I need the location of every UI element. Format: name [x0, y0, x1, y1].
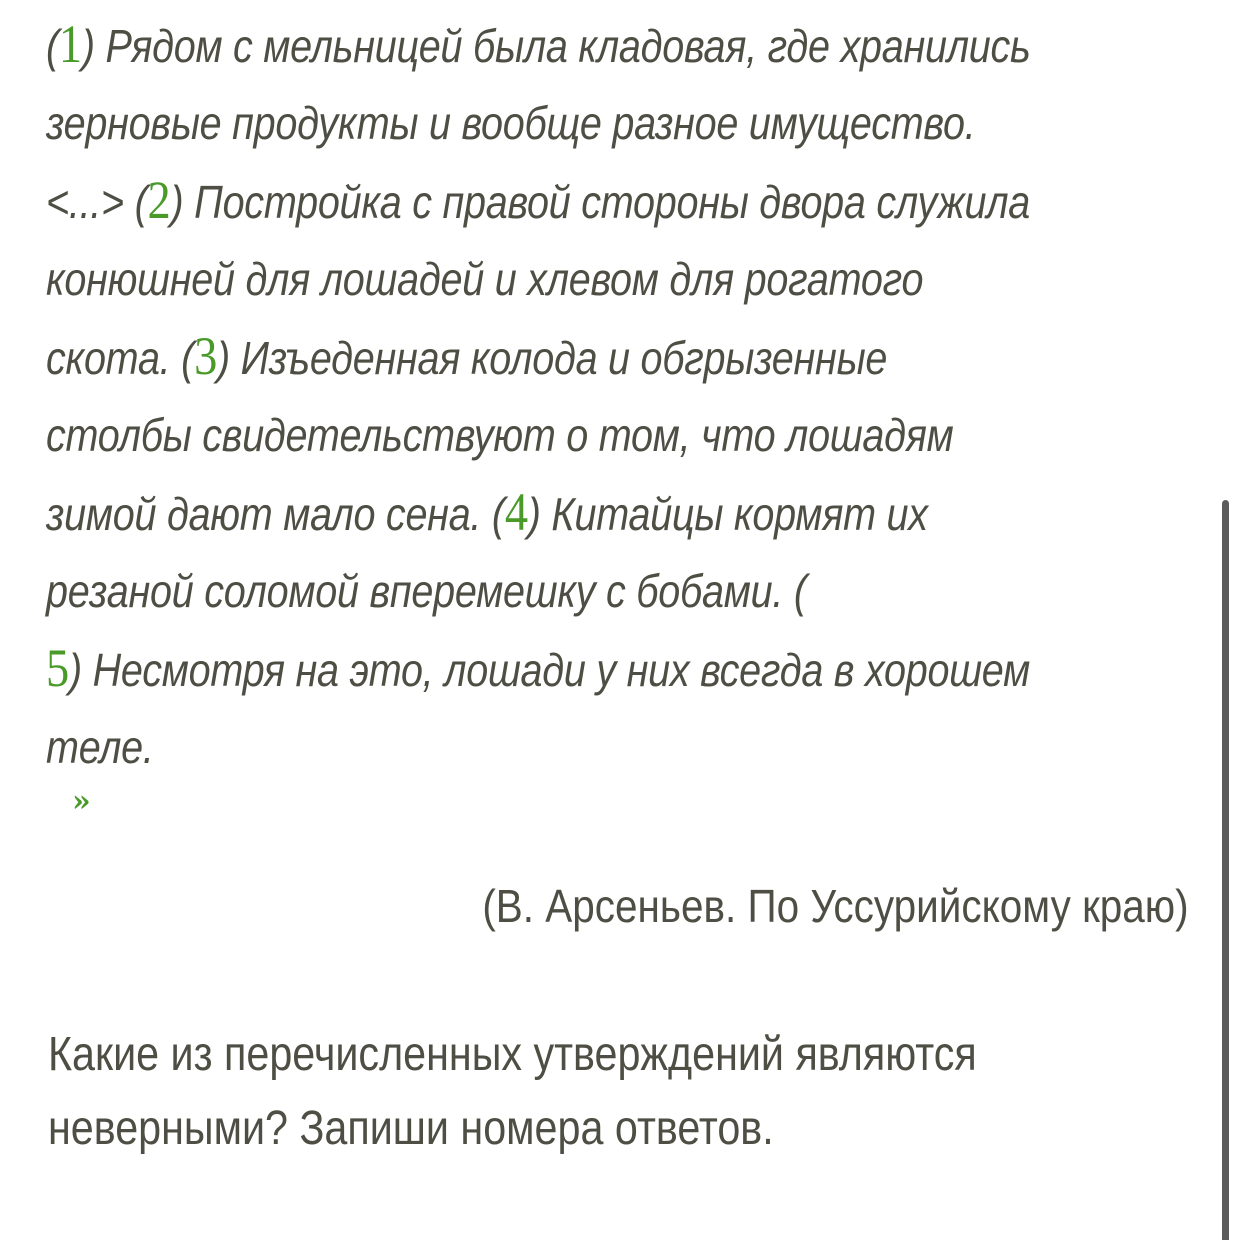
question-text: Какие из перечисленных утверждений являются неверными? Запиши номера ответов. [48, 1028, 977, 1155]
sentence-1-text: ) Рядом с мельницей была кладовая, где хранились зерновые продукты и вообще разное имущество. <...> ( [46, 20, 1031, 228]
source-attribution: (В. Арсеньев. По Уссурийскому краю) [482, 880, 1189, 932]
closing-quote-mark: » [72, 784, 91, 819]
vertical-scrollbar[interactable] [1222, 500, 1229, 1240]
open-paren: ( [46, 20, 59, 72]
sentence-number-1: 1 [58, 14, 82, 74]
sentence-number-4: 4 [504, 482, 528, 542]
sentence-number-3: 3 [194, 326, 218, 386]
sentence-number-2: 2 [147, 170, 171, 230]
sentence-2-text: ) Постройка с правой стороны двора служила конюшней для лошадей и хлевом для рогатого скота. ( [46, 176, 1031, 384]
passage-text [46, 6, 1035, 786]
sentence-5-text: ) Несмотря на это, лошади у них всегда в хорошем теле. [46, 644, 1030, 773]
sentence-4-text: ) Китайцы кормят их резаной соломой вперемешку с бобами. ( [46, 488, 928, 617]
sentence-3-text: ) Изъеденная колода и обгрызенные столбы свидетельствуют о том, что лошадям зимой дают мало сена. ( [46, 332, 954, 540]
sentence-number-5: 5 [46, 638, 69, 698]
